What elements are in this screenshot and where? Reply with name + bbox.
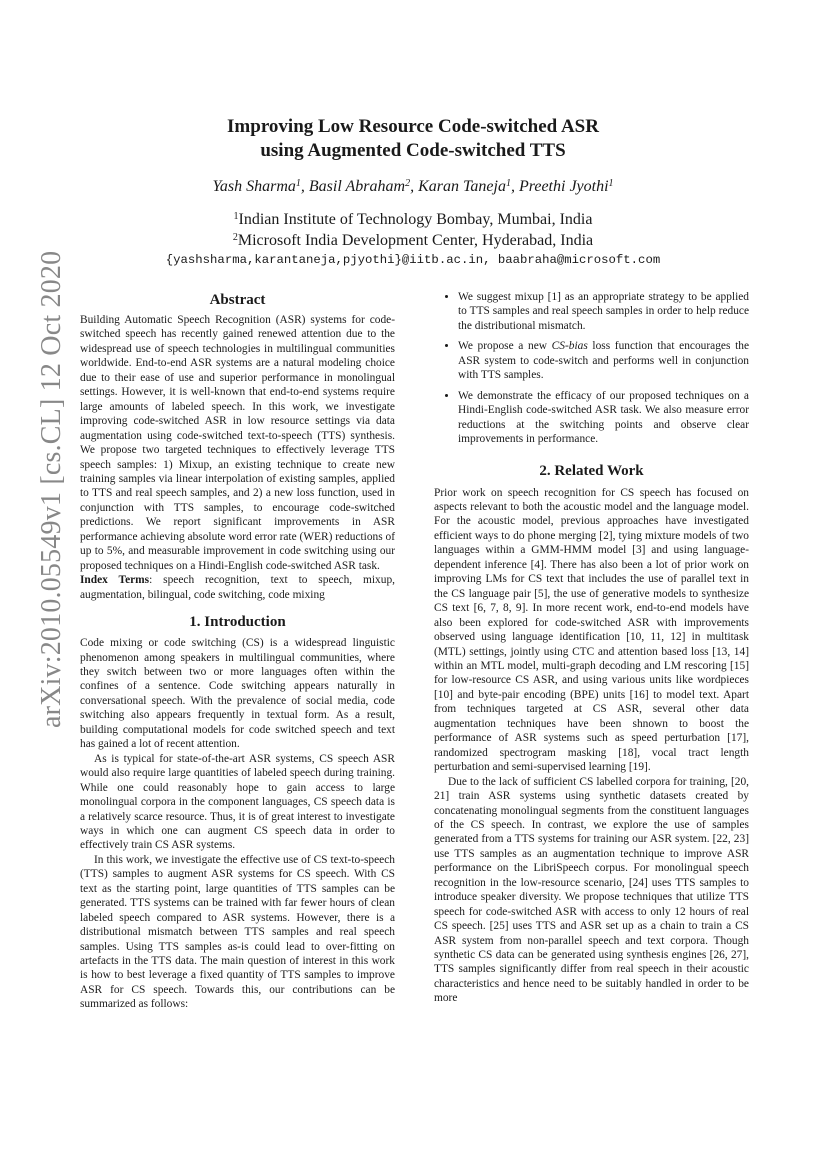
affiliation-mark: 1	[233, 211, 239, 222]
author-name: Karan Taneja	[418, 178, 506, 195]
affiliation-text: Indian Institute of Technology Bombay, Mumbai, India	[238, 211, 593, 228]
title-line-1: Improving Low Resource Code-switched ASR	[227, 116, 599, 137]
contribution-emphasis: CS-bias	[551, 340, 588, 353]
contribution-item	[458, 339, 749, 382]
intro-paragraph: Code mixing or code switching (CS) is a widespread linguistic phenomenon among speakers in multilingual communities, where they switch between two or more languages often within the confines of a sentence. Code switching appears naturally in conversational speech. With the prevalence of social media, code switching also appears frequently in textual form. As a result, building computational models for code switched speech and text has gained a lot of recent attention.	[80, 637, 395, 751]
affiliation-text: Microsoft India Development Center, Hyderabad, India	[237, 232, 594, 249]
author-name: Yash Sharma	[212, 178, 296, 195]
introduction-heading: 1. Introduction	[189, 614, 286, 631]
contribution-text: We suggest mixup [1] as an appropriate strategy to be applied to TTS samples and real speech samples in order to help reduce the distributional mismatch.	[458, 291, 749, 332]
author-emails: {yashsharma,karantaneja,pjyothi}@iitb.ac.in, baabraha@microsoft.com	[165, 253, 661, 267]
author-name: Preethi Jyothi	[518, 178, 609, 195]
paper-title	[0, 115, 826, 163]
contribution-item	[458, 389, 749, 447]
left-column	[80, 290, 395, 1012]
affiliations	[0, 209, 826, 251]
contribution-item	[458, 290, 749, 333]
intro-paragraph: In this work, we investigate the effective use of CS text-to-speech (TTS) samples to augment ASR systems for CS speech. With CS text as the starting point, large quantities of TTS samples can be generated. TTS systems can be trained with far fewer hours of clean labeled speech compared to ASR systems. However, there is a distributional mismatch between TTS samples and real speech samples. Using TTS samples as-is could lead to over-fitting on artefacts in the TTS data. The main question of interest in this work is how to best leverage a fixed quantity of TTS samples to improve ASR for CS speech. Towards this, our contributions can be summarized as follows:	[80, 853, 395, 1011]
affiliation-mark: 2	[232, 232, 238, 243]
arxiv-identifier: arXiv:2010.05549v1 [cs.CL] 12 Oct 2020	[36, 250, 67, 728]
contribution-text: We propose a new	[458, 340, 552, 353]
title-line-2: using Augmented Code-switched TTS	[260, 140, 566, 161]
contribution-text: loss function that encourages the ASR system to code-switch and performs well in conjunction with TTS samples.	[458, 340, 749, 382]
author-affiliation-mark: 1	[608, 178, 614, 189]
related-work-paragraph: Due to the lack of sufficient CS labelled corpora for training, [20, 21] train ASR systems using synthetic datasets created by concatenating monolingual segments from the constituent languages of the CS speech. In contrast, we explore the use of samples generated from a TTS systems for training our ASR system. [22, 23] use TTS samples as an augmentation technique to improve ASR performance on the LibriSpeech corpus. For monolingual speech recognition in the low-resource scenario, [24] uses TTS samples to introduce speaker diversity. We propose techniques that utilize TTS speech for code-switched ASR with access to only 12 hours of real CS speech. [25] uses TTS and ASR set up as a chain to train a CS ASR system from non-parallel speech and text corpora. Though synthetic CS data can be generated using synthesis engines [26, 27], TTS samples significantly differ from real speech in their acoustic characteristics and hence need to be suitably handled in order to be more	[434, 775, 749, 1005]
author-affiliation-mark: 1	[505, 178, 511, 189]
abstract-heading: Abstract	[209, 292, 266, 308]
contributions-list	[434, 290, 749, 447]
right-column	[434, 290, 749, 1006]
affiliation-line	[0, 230, 826, 251]
author-affiliation-mark: 1	[295, 178, 301, 189]
affiliation-line	[0, 209, 826, 230]
related-work-heading: 2. Related Work	[539, 462, 644, 479]
index-terms	[80, 573, 395, 602]
arxiv-identifier-sidebar	[14, 250, 67, 728]
related-work-paragraph: Prior work on speech recognition for CS speech has focused on aspects relevant to both the acoustic model and the language model. For the acoustic model, previous approaches have investigated efficient ways to do phone merging [2], tying mixture models of two languages within a GMM-HMM model [3] and using language-dependent inference [4]. There has also been a lot of prior work on improving LMs for CS text that includes the use of parallel text in the CS language pair [5], the use of generative models to synthesize CS text [6, 7, 8, 9]. In more recent work, end-to-end models have also been explored for code-switched ASR with improvements observed using language identification [10, 11, 12] in multitask (MTL) settings, jointly using CTC and attention based loss [13, 14] within an MTL model, multi-graph decoding and LM rescoring [15] for low-resource CS ASR, and using various units like wordpieces [10] and byte-pair encoding (BPE) units [16] to model text. Apart from techniques targeted at CS ASR, several other data augmentation techniques have been shnown to boost the performance of ASR systems such as speed perturbation [17], randomized spectrogram masking [18], vocal tract length perturbation and semi-supervised learning [19].	[434, 486, 749, 774]
author-name: Basil Abraham	[308, 178, 406, 195]
contribution-text: We demonstrate the efficacy of our proposed techniques on a Hindi-English code-switched ASR task. We also measure error reductions at the switching points and observe clear improvements in performance.	[458, 389, 749, 446]
index-terms-text: : speech recognition, text to speech, mixup, augmentation, bilingual, code switching, code mixing	[80, 574, 395, 601]
intro-paragraph: As is typical for state-of-the-art ASR systems, CS speech ASR would also require large quantities of labeled speech during training. While one could reasonably hope to gain access to large monolingual corpora in the component languages, CS speech data is a relatively scarce resource. Thus, it is of great interest to investigate ways in which one can augment CS speech data in order to effectively train CS ASR systems.	[80, 752, 395, 852]
author-affiliation-mark: 2	[405, 178, 411, 189]
author-list: Yash Sharma$^1$, Basil Abraham$^2$, Karan Taneja$^1$, Preethi Jyothi$^1$	[212, 178, 614, 195]
index-terms-label: Index Terms	[80, 574, 150, 587]
abstract-body: Building Automatic Speech Recognition (ASR) systems for code-switched speech has recently gained renewed attention due to the widespread use of speech technologies in multilingual communities worldwide. End-to-end ASR systems are a natural modeling choice due to their ease of use and superior performance in monolingual settings. However, it is well-known that end-to-end systems require large amounts of labeled speech. In this work, we investigate improving code-switched ASR in low resource settings via data augmentation using code-switched text-to-speech (TTS) synthesis. We propose two targeted techniques to effectively leverage TTS speech samples: 1) Mixup, an existing technique to create new training samples via linear interpolation of existing samples, applied to TTS and real speech samples, and 2) a new loss function, used in conjunction with TTS samples, to encourage code-switched predictions. We report significant improvements in ASR performance achieving absolute word error rate (WER) reductions of up to 5%, and measurable improvement in code switching using our proposed techniques on a Hindi-English code-switched ASR task.	[80, 314, 396, 572]
